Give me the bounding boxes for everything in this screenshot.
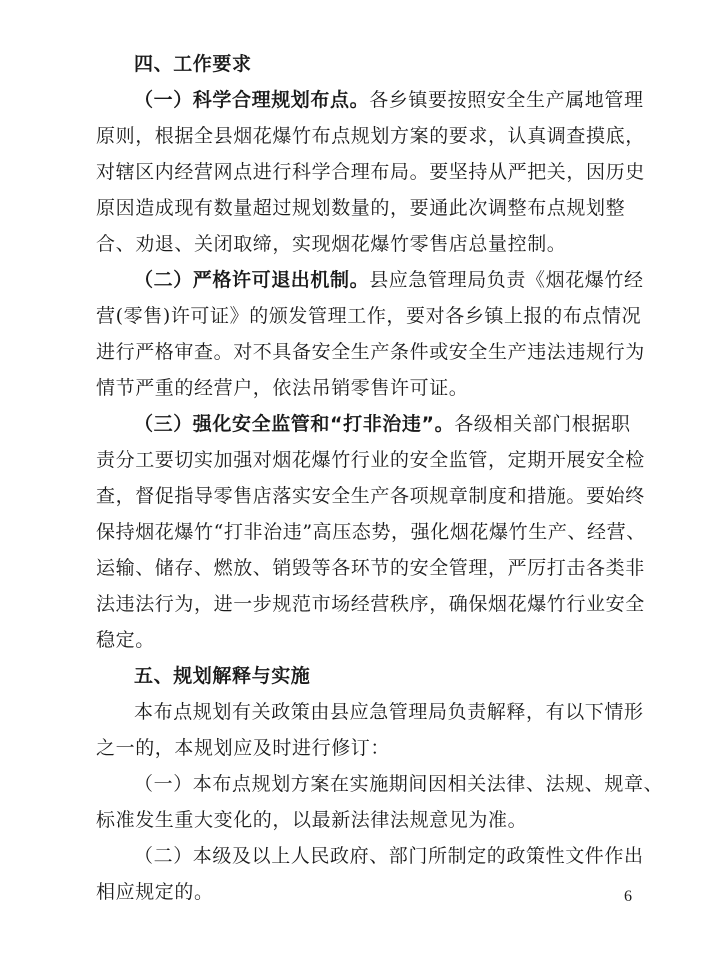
paragraph-bold-lead: （二）严格许可退出机制。 xyxy=(134,269,370,291)
paragraph-line: 进行严格审查。对不具备安全生产条件或安全生产违法违规行为 xyxy=(96,341,645,363)
paragraph-line: 稳定。 xyxy=(96,629,155,651)
paragraph-line: （一）本布点规划方案在实施期间因相关法律、法规、规章、 xyxy=(134,773,664,795)
paragraph-line xyxy=(134,82,644,118)
paragraph-line xyxy=(134,262,644,298)
paragraph-line: 营(零售)许可证》的颁发管理工作，要对各乡镇上报的布点情况 xyxy=(96,305,642,327)
paragraph-line: 运输、储存、燃放、销毁等各环节的安全管理，严厉打击各类非 xyxy=(96,557,645,579)
paragraph-line: 合、劝退、关闭取缔，实现烟花爆竹零售店总量控制。 xyxy=(96,233,567,255)
paragraph-line: 之一的，本规划应及时进行修订： xyxy=(96,737,391,759)
paragraph-bold-lead: （三）强化安全监管和“打非治违”。 xyxy=(134,413,455,435)
paragraph-line: 查，督促指导零售店落实安全生产各项规章制度和措施。要始终 xyxy=(96,485,645,507)
paragraph-text: 各级相关部门根据职 xyxy=(454,413,631,435)
paragraph-line: 相应规定的。 xyxy=(96,881,214,903)
paragraph-line: 保持烟花爆竹“打非治违”高压态势，强化烟花爆竹生产、经营、 xyxy=(96,521,646,543)
paragraph-line: 原则，根据全县烟花爆竹布点规划方案的要求，认真调查摸底， xyxy=(96,125,645,147)
paragraph-line: 标准发生重大变化的，以最新法律法规意见为准。 xyxy=(96,809,528,831)
paragraph-text: 县应急管理局负责《烟花爆竹经 xyxy=(369,269,644,291)
paragraph-line: 原因造成现有数量超过规划数量的，要通此次调整布点规划整 xyxy=(96,197,626,219)
paragraph-line: 情节严重的经营户，依法吊销零售许可证。 xyxy=(96,377,469,399)
paragraph-line: （二）本级及以上人民政府、部门所制定的政策性文件作出 xyxy=(134,845,644,867)
paragraph-line: 责分工要切实加强对烟花爆竹行业的安全监管，定期开展安全检 xyxy=(96,449,645,471)
page-number: 6 xyxy=(624,888,632,905)
paragraph-bold-lead: （一）科学合理规划布点。 xyxy=(134,89,370,111)
paragraph-line: 对辖区内经营网点进行科学合理布局。要坚持从严把关，因历史 xyxy=(96,161,645,183)
paragraph-line xyxy=(134,406,636,442)
section-heading-5: 五、规划解释与实施 xyxy=(134,665,311,687)
paragraph-line: 本布点规划有关政策由县应急管理局负责解释，有以下情形 xyxy=(134,701,644,723)
paragraph-text: 各乡镇要按照安全生产属地管理 xyxy=(369,89,644,111)
paragraph-line: 法违法行为，进一步规范市场经营秩序，确保烟花爆竹行业安全 xyxy=(96,593,645,615)
section-heading-4: 四、工作要求 xyxy=(134,53,252,75)
